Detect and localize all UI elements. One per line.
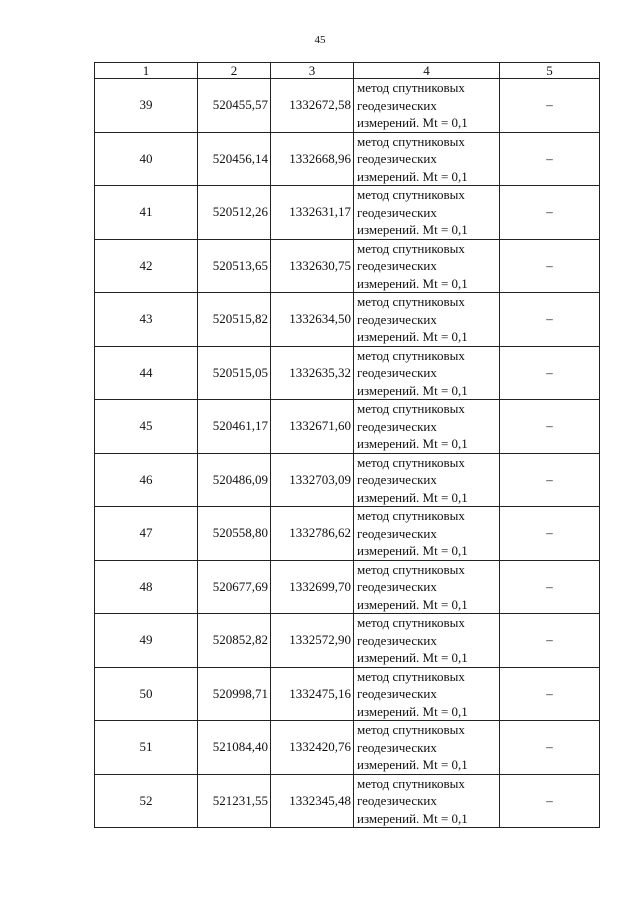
method-line: измерений. Mt = 0,1	[357, 222, 468, 237]
method-description	[354, 560, 500, 614]
remark-dash: –	[500, 560, 600, 614]
point-number: 40	[95, 132, 198, 186]
method-line: геодезических	[357, 686, 437, 701]
method-description	[354, 507, 500, 561]
method-description	[354, 132, 500, 186]
method-description	[354, 453, 500, 507]
method-description	[354, 79, 500, 133]
point-number: 45	[95, 400, 198, 454]
coordinate-x: 520998,71	[198, 667, 271, 721]
method-description	[354, 721, 500, 775]
coordinate-x: 521231,55	[198, 774, 271, 828]
remark-dash: –	[500, 400, 600, 454]
method-line: метод спутниковых	[357, 561, 465, 577]
remark-dash: –	[500, 721, 600, 775]
method-line: измерений. Mt = 0,1	[357, 115, 468, 130]
coordinate-y: 1332671,60	[271, 400, 354, 454]
table-row	[95, 400, 600, 454]
method-line: метод спутниковых	[357, 294, 465, 309]
table-row	[95, 667, 600, 721]
method-line: геодезических	[357, 579, 437, 594]
method-line: геодезических	[357, 311, 437, 327]
coordinate-y: 1332786,62	[271, 507, 354, 561]
method-line: геодезических	[357, 97, 437, 113]
coordinate-y: 1332699,70	[271, 560, 354, 614]
coordinate-x: 520512,26	[198, 186, 271, 240]
method-line: метод спутниковых	[357, 80, 465, 95]
method-line: измерений. Mt = 0,1	[357, 810, 468, 826]
table-row	[95, 239, 600, 293]
method-line: измерений. Mt = 0,1	[357, 382, 468, 398]
method-line: метод спутниковых	[357, 454, 465, 470]
method-description	[354, 774, 500, 828]
point-number: 44	[95, 346, 198, 400]
header-col-3: 3	[271, 63, 354, 79]
method-description	[354, 614, 500, 668]
method-line: геодезических	[357, 472, 437, 487]
coordinate-x: 520455,57	[198, 79, 271, 133]
point-number: 50	[95, 667, 198, 721]
remark-dash: –	[500, 186, 600, 240]
method-line: метод спутниковых	[357, 775, 465, 791]
method-description	[354, 346, 500, 400]
method-line: метод спутниковых	[357, 240, 465, 256]
method-line: метод спутниковых	[357, 347, 465, 363]
method-line: измерений. Mt = 0,1	[357, 543, 468, 558]
method-line: геодезических	[357, 793, 437, 808]
method-line: метод спутниковых	[357, 187, 465, 202]
coordinate-y: 1332345,48	[271, 774, 354, 828]
table-row	[95, 79, 600, 133]
method-line: метод спутниковых	[357, 615, 465, 630]
coordinate-y: 1332634,50	[271, 293, 354, 347]
coordinate-x: 521084,40	[198, 721, 271, 775]
table-row	[95, 186, 600, 240]
coordinate-x: 520515,05	[198, 346, 271, 400]
table-row	[95, 453, 600, 507]
method-line: геодезических	[357, 258, 437, 273]
method-line: измерений. Mt = 0,1	[357, 329, 468, 344]
remark-dash: –	[500, 79, 600, 133]
coordinate-y: 1332630,75	[271, 239, 354, 293]
coordinate-x: 520486,09	[198, 453, 271, 507]
table-row	[95, 507, 600, 561]
table-row	[95, 346, 600, 400]
point-number: 42	[95, 239, 198, 293]
point-number: 51	[95, 721, 198, 775]
method-line: измерений. Mt = 0,1	[357, 757, 468, 772]
method-description	[354, 239, 500, 293]
coordinate-y: 1332572,90	[271, 614, 354, 668]
remark-dash: –	[500, 507, 600, 561]
coordinate-x: 520461,17	[198, 400, 271, 454]
coordinate-x: 520558,80	[198, 507, 271, 561]
coordinate-y: 1332475,16	[271, 667, 354, 721]
remark-dash: –	[500, 614, 600, 668]
method-line: геодезических	[357, 418, 437, 434]
method-description	[354, 186, 500, 240]
method-line: геодезических	[357, 365, 437, 380]
coordinate-y: 1332631,17	[271, 186, 354, 240]
method-line: измерений. Mt = 0,1	[357, 489, 468, 505]
method-line: измерений. Mt = 0,1	[357, 703, 468, 719]
coordinate-x: 520456,14	[198, 132, 271, 186]
method-line: метод спутниковых	[357, 722, 465, 737]
remark-dash: –	[500, 132, 600, 186]
coordinate-x: 520515,82	[198, 293, 271, 347]
method-description	[354, 400, 500, 454]
remark-dash: –	[500, 293, 600, 347]
method-line: метод спутниковых	[357, 401, 465, 416]
header-col-5: 5	[500, 63, 600, 79]
point-number: 43	[95, 293, 198, 347]
point-number: 47	[95, 507, 198, 561]
point-number: 49	[95, 614, 198, 668]
remark-dash: –	[500, 774, 600, 828]
coordinate-y: 1332672,58	[271, 79, 354, 133]
table-row	[95, 132, 600, 186]
table-body	[95, 79, 600, 828]
point-number: 48	[95, 560, 198, 614]
coordinates-table	[94, 62, 600, 828]
header-col-1: 1	[95, 63, 198, 79]
method-description	[354, 667, 500, 721]
remark-dash: –	[500, 667, 600, 721]
header-col-2: 2	[198, 63, 271, 79]
method-line: геодезических	[357, 525, 437, 541]
coordinate-y: 1332420,76	[271, 721, 354, 775]
remark-dash: –	[500, 239, 600, 293]
coordinate-x: 520677,69	[198, 560, 271, 614]
method-line: метод спутниковых	[357, 668, 465, 684]
method-description	[354, 293, 500, 347]
coordinate-y: 1332703,09	[271, 453, 354, 507]
table-header-row	[95, 63, 600, 79]
point-number: 52	[95, 774, 198, 828]
coordinate-x: 520852,82	[198, 614, 271, 668]
method-line: измерений. Mt = 0,1	[357, 596, 468, 612]
coordinate-y: 1332668,96	[271, 132, 354, 186]
point-number: 41	[95, 186, 198, 240]
method-line: измерений. Mt = 0,1	[357, 650, 468, 665]
method-line: геодезических	[357, 739, 437, 755]
method-line: измерений. Mt = 0,1	[357, 168, 468, 184]
method-line: измерений. Mt = 0,1	[357, 436, 468, 451]
remark-dash: –	[500, 453, 600, 507]
table-row	[95, 560, 600, 614]
method-line: геодезических	[357, 151, 437, 166]
method-line: измерений. Mt = 0,1	[357, 275, 468, 291]
coordinate-x: 520513,65	[198, 239, 271, 293]
table-row	[95, 614, 600, 668]
remark-dash: –	[500, 346, 600, 400]
table-row	[95, 774, 600, 828]
table-row	[95, 721, 600, 775]
point-number: 46	[95, 453, 198, 507]
method-line: метод спутниковых	[357, 508, 465, 523]
header-col-4: 4	[354, 63, 500, 79]
method-line: геодезических	[357, 204, 437, 220]
method-line: метод спутниковых	[357, 133, 465, 149]
method-line: геодезических	[357, 632, 437, 648]
point-number: 39	[95, 79, 198, 133]
page-number: 45	[314, 34, 326, 46]
coordinate-y: 1332635,32	[271, 346, 354, 400]
table-row	[95, 293, 600, 347]
